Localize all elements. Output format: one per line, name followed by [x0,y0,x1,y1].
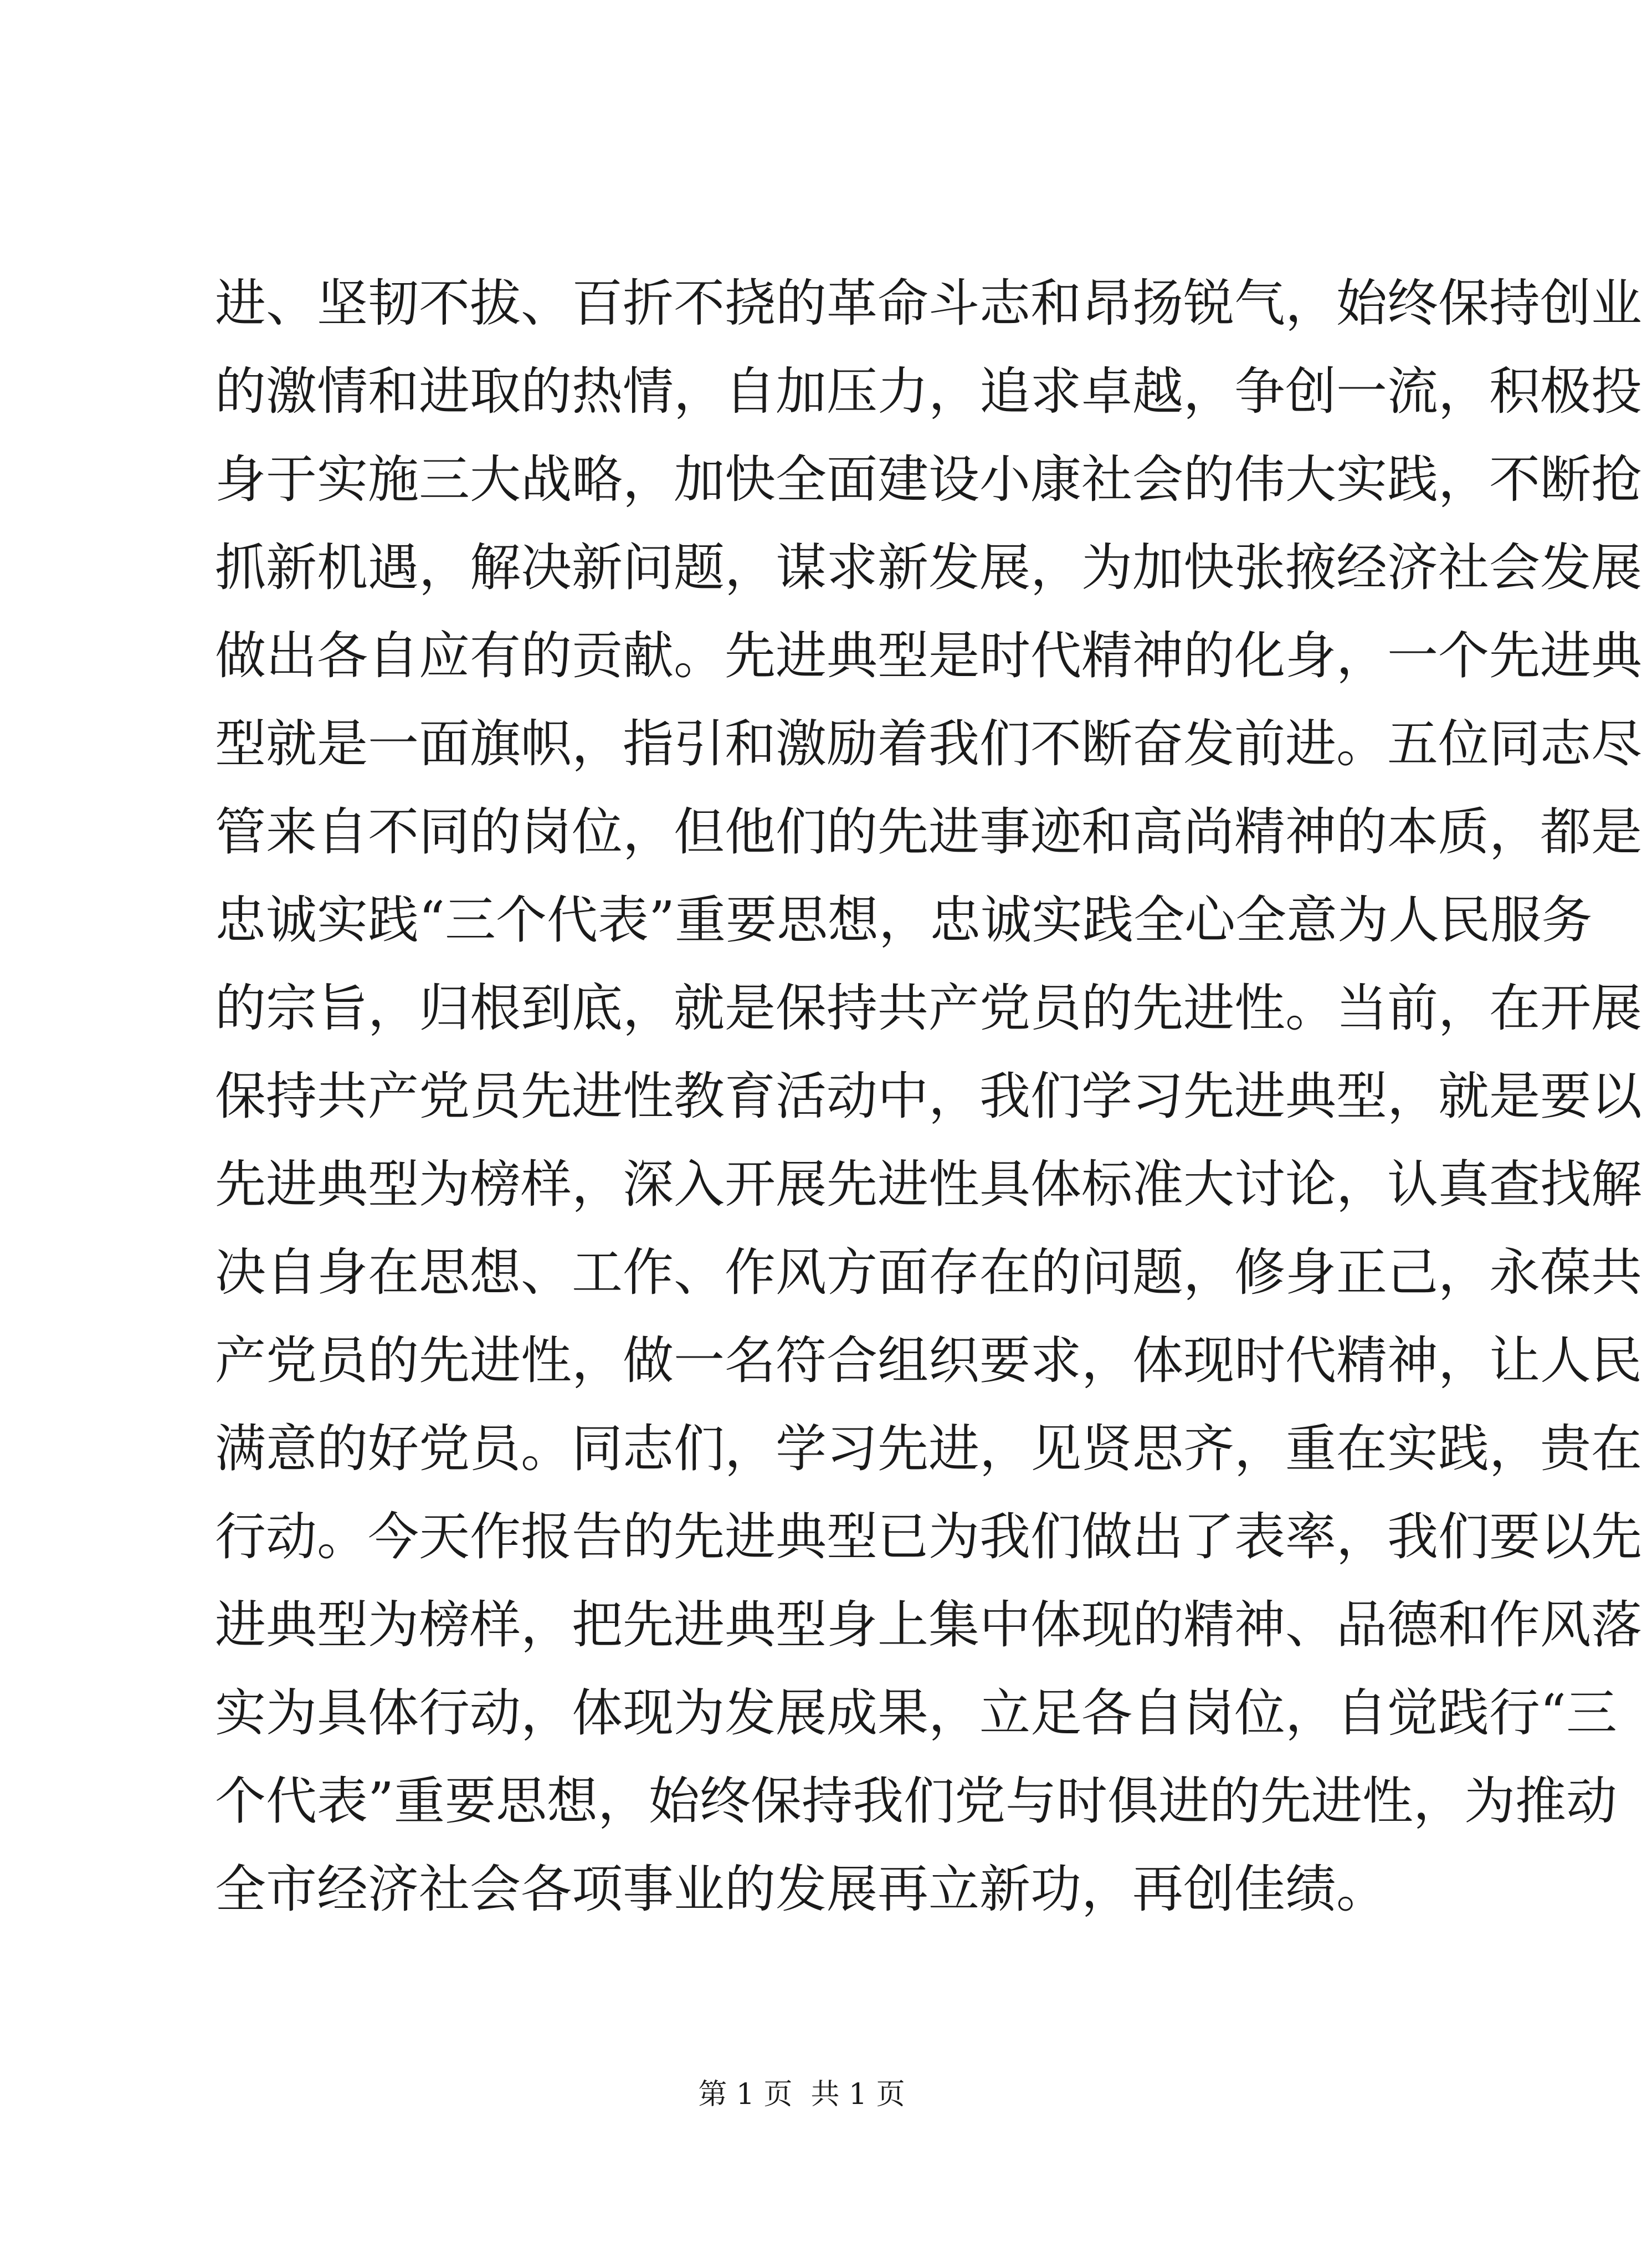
text-line: 进典型为榜样，把先进典型身上集中体现的精神、品德和作风落 [215,1595,1642,1655]
text-line: 决自身在思想、工作、作风方面存在的问题，修身正己，永葆共 [215,1243,1642,1302]
text-line: 产党员的先进性，做一名符合组织要求，体现时代精神，让人民 [215,1331,1642,1390]
text-line: 的激情和进取的热情，自加压力，追求卓越，争创一流，积极投 [215,362,1642,421]
text-line: 身于实施三大战略，加快全面建设小康社会的伟大实践，不断抢 [215,450,1642,509]
text-line: 管来自不同的岗位，但他们的先进事迹和高尚精神的本质，都是 [215,802,1642,862]
text-line: 抓新机遇，解决新问题，谋求新发展，为加快张掖经济社会发展 [215,538,1642,597]
text-line: 进、坚韧不拔、百折不挠的革命斗志和昂扬锐气，始终保持创业 [215,274,1642,333]
page-number-label: 第 1 页 共 1 页 [698,2078,905,2111]
text-line: 满意的好党员。同志们，学习先进，见贤思齐，重在实践，贵在 [215,1419,1642,1478]
text-line: 个代表”重要思想，始终保持我们党与时俱进的先进性，为推动 [215,1772,1618,1831]
page-footer [0,2075,1603,2114]
text-line: 实为具体行动，体现为发展成果，立足各自岗位，自觉践行“三 [215,1683,1618,1743]
text-line: 保持共产党员先进性教育活动中，我们学习先进典型，就是要以 [215,1067,1642,1126]
body-text [215,259,1642,1933]
text-line-last: 全市经济社会各项事业的发展再立新功，再创佳绩。 [215,1860,1388,1919]
text-line: 做出各自应有的贡献。先进典型是时代精神的化身，一个先进典 [215,626,1642,685]
text-line: 行动。今天作报告的先进典型已为我们做出了表率，我们要以先 [215,1507,1642,1566]
text-line: 先进典型为榜样，深入开展先进性具体标准大讨论，认真查找解 [215,1155,1642,1214]
text-line: 忠诚实践“三个代表”重要思想，忠诚实践全心全意为人民服务 [215,890,1593,950]
text-line: 型就是一面旗帜，指引和激励着我们不断奋发前进。五位同志尽 [215,714,1642,774]
text-line: 的宗旨，归根到底，就是保持共产党员的先进性。当前，在开展 [215,979,1642,1038]
